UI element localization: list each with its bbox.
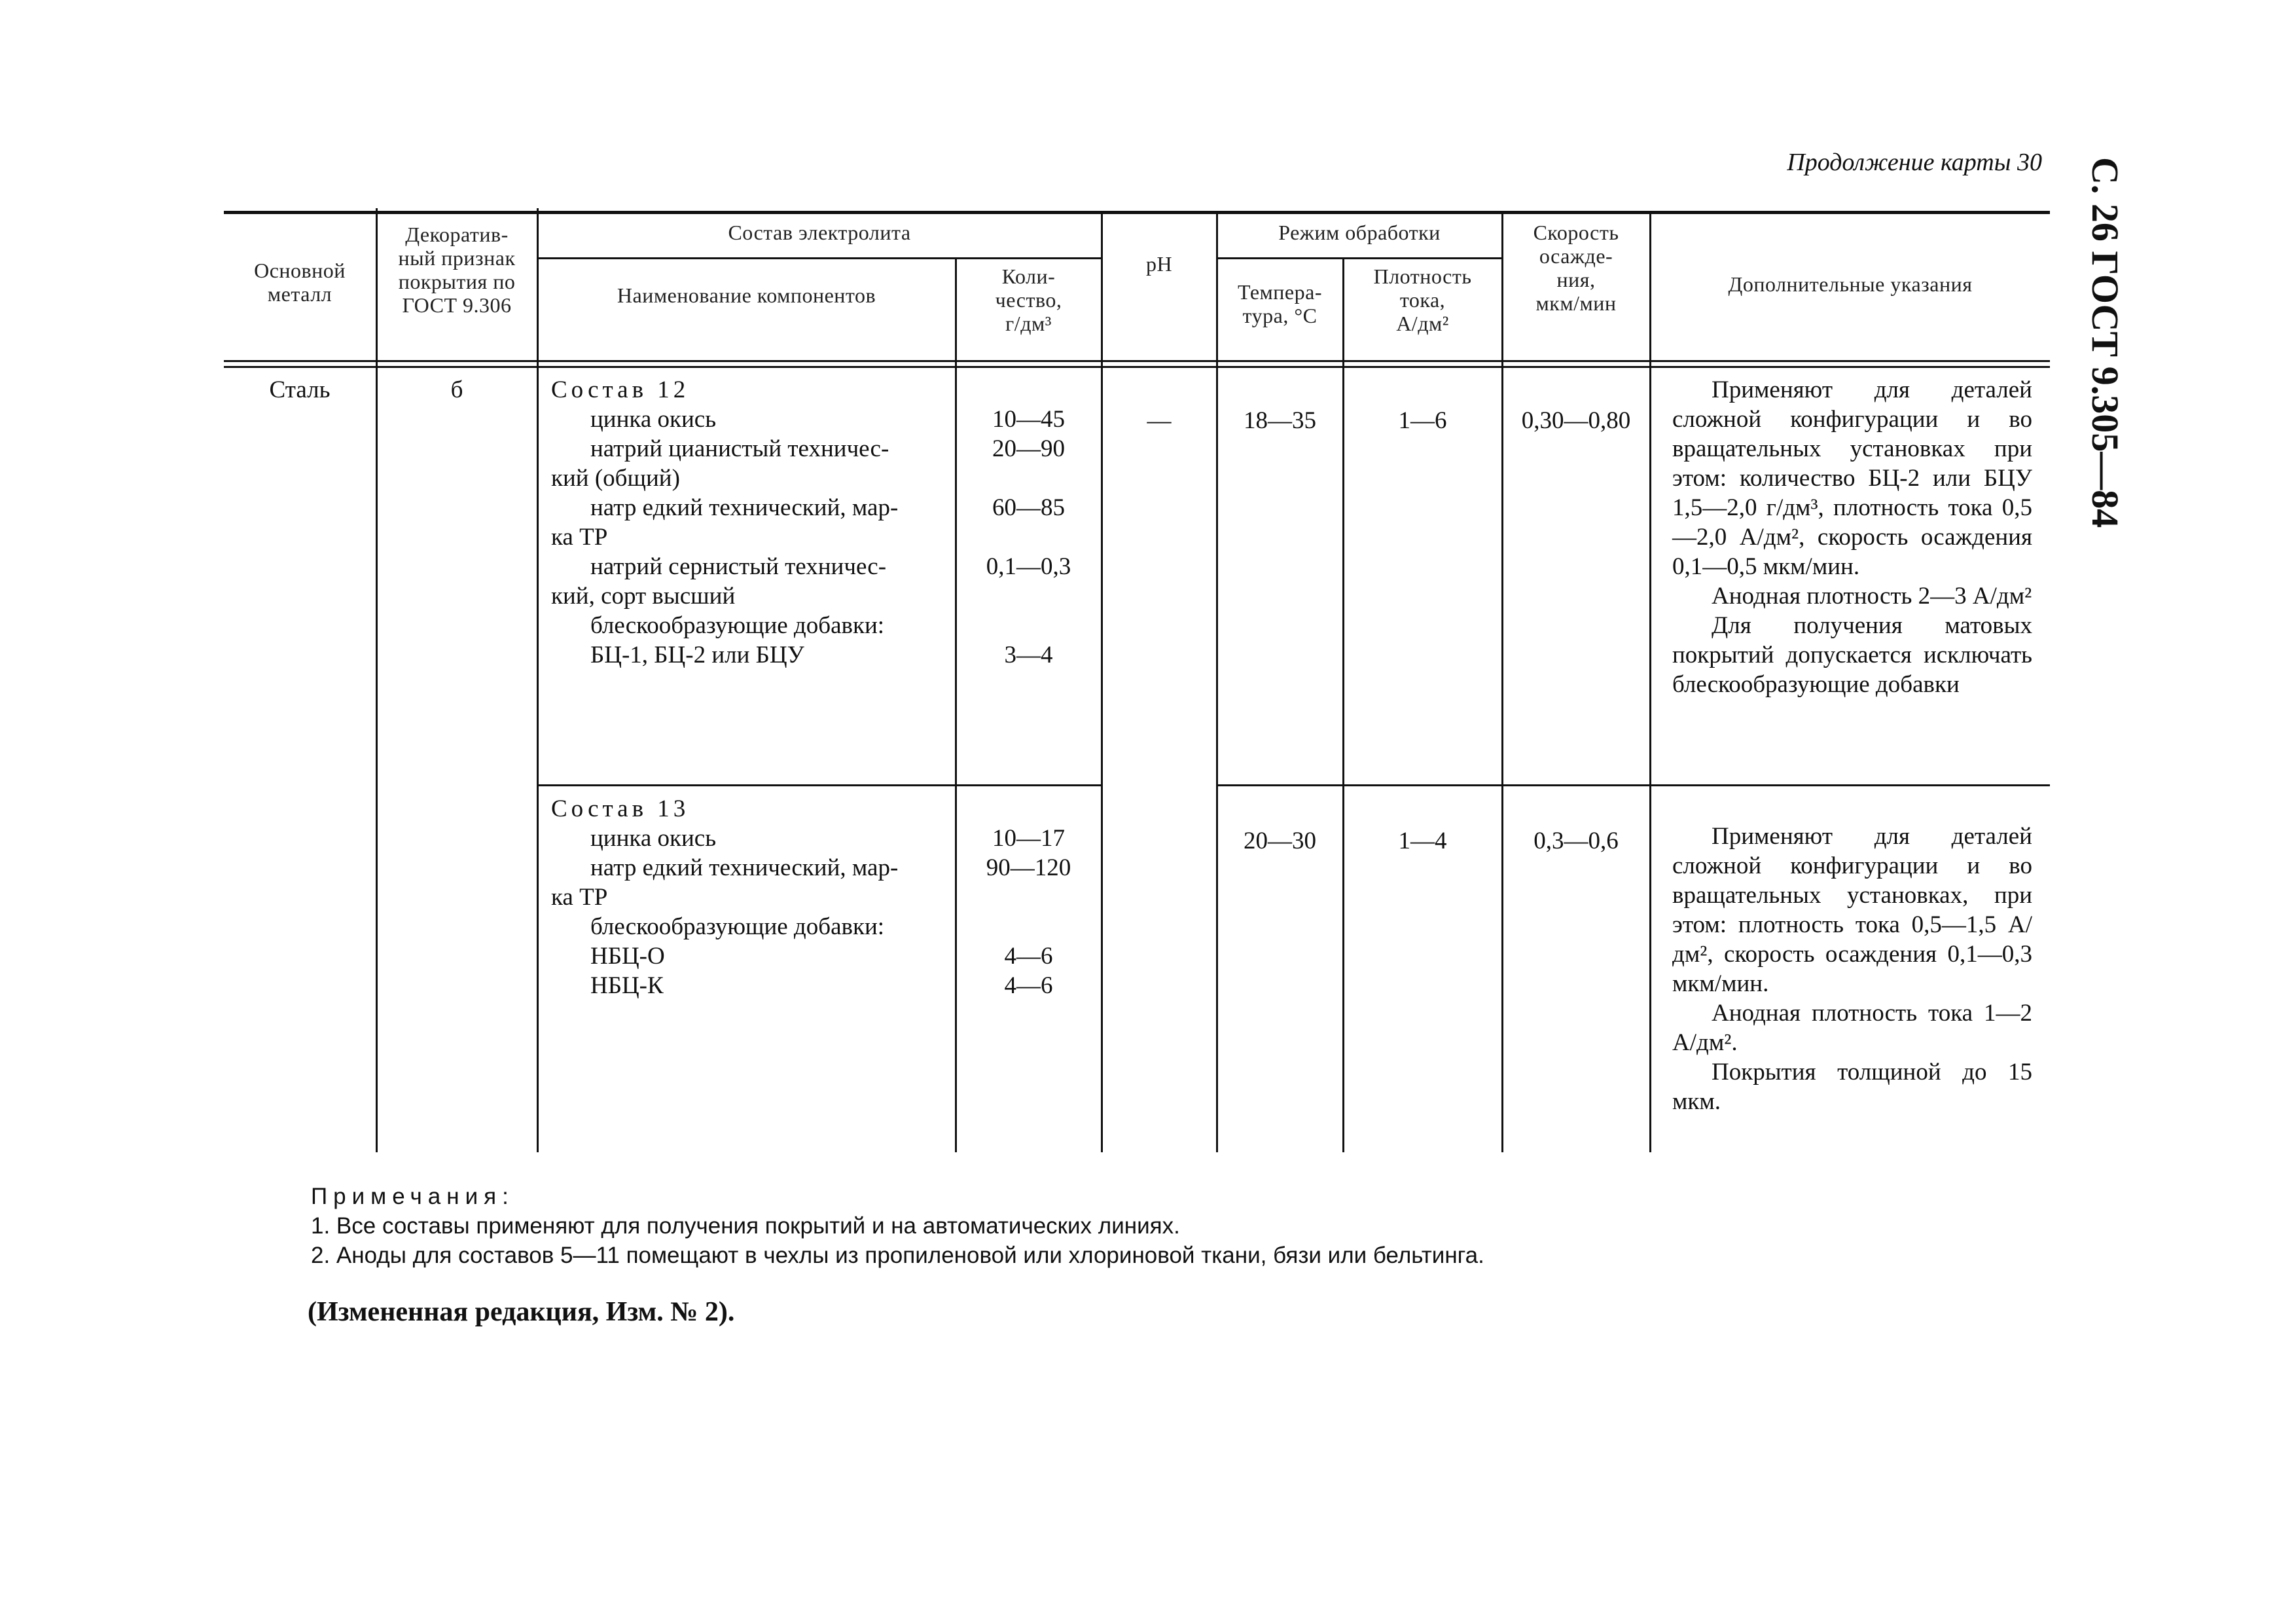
component-line: натр едкий технический, мар- <box>590 494 899 521</box>
component-line: натр едкий технический, мар- <box>590 854 899 881</box>
component-line: кий (общий) <box>551 465 680 492</box>
header-quantity <box>956 264 1101 335</box>
component-line: НБЦ-К <box>590 972 664 999</box>
header-rate-line: Скорость <box>1533 221 1619 244</box>
note-paragraph: Применяют для деталей сложной конфигурации и во вращательных установках при этом: количество БЦ-2 или БЦУ 1,5—2,0 г/дм³, плотность тока 0,5—2,0 А/дм², скорость осаждения 0,1—0,5 мкм/мин. <box>1672 376 2032 580</box>
header-double-rule-2 <box>224 366 2050 368</box>
header-current-density-line: тока, <box>1399 288 1446 312</box>
note-paragraph: Для получения матовых покрытий допускается исключать блескообразующие добавки <box>1672 612 2032 698</box>
mode-subheader-rule <box>1216 257 1501 259</box>
header-notes: Дополнительные указания <box>1728 272 1973 296</box>
header-component-names: Наименование компонентов <box>617 283 876 307</box>
note-paragraph: Применяют для деталей сложной конфигурации и во вращательных установках, при этом: плотность тока 0,5—1,5 А/дм², скорость осаждения 0,1—0,3 мкм/мин. <box>1672 823 2032 997</box>
component-line: БЦ-1, БЦ-2 или БЦУ <box>590 642 804 668</box>
component-line: натрий сернистый техничес- <box>590 553 887 580</box>
continuation-label: Продолжение карты 30 <box>1787 149 2042 176</box>
header-mode-group: Режим обработки <box>1278 221 1441 244</box>
footnotes-title: Примечания: <box>311 1184 514 1209</box>
table-top-rule <box>224 211 2050 214</box>
quantity-value: 10—45 <box>992 406 1065 433</box>
header-current-density-line: А/дм² <box>1396 312 1449 335</box>
col-line-8 <box>1649 211 1651 1152</box>
header-current-density <box>1344 264 1501 335</box>
composition-13-current-density: 1—4 <box>1398 828 1447 854</box>
composition-13-temperature: 20—30 <box>1244 828 1316 854</box>
component-line: цинка окись <box>590 825 717 852</box>
composition-12-quantities <box>956 375 1101 670</box>
header-rate-line: мкм/мин <box>1535 291 1617 315</box>
header-current-density-line: Плотность <box>1373 264 1472 288</box>
component-line: блескообразующие добавки: <box>590 612 885 639</box>
header-decorative-line: покрытия по <box>398 270 516 293</box>
header-base-metal-line: металл <box>267 282 332 306</box>
footnotes <box>311 1182 2013 1270</box>
quantity-value: 0,1—0,3 <box>986 553 1071 580</box>
header-base-metal-line: Основной <box>254 259 346 282</box>
component-line: НБЦ-О <box>590 943 665 970</box>
composition-13-notes <box>1672 822 2032 1116</box>
composition-12-temperature: 18—35 <box>1244 407 1316 434</box>
composition-13-rate: 0,3—0,6 <box>1534 828 1619 854</box>
col-line-5 <box>1216 211 1218 1152</box>
quantity-value: 4—6 <box>1004 943 1053 970</box>
col-line-2 <box>537 208 539 1152</box>
composition-13-quantities <box>956 794 1101 1000</box>
component-line: ка ТР <box>551 884 608 911</box>
header-quantity-line: г/дм³ <box>1005 312 1052 335</box>
header-decorative-line: ГОСТ 9.306 <box>402 293 512 317</box>
side-header <box>2081 157 2130 528</box>
footnote-item: 2. Аноды для составов 5—11 помещают в чехлы из пропиленовой или хлориновой ткани, бязи или бельтинга. <box>311 1243 1484 1268</box>
component-line: кий, сорт высший <box>551 583 736 610</box>
component-line: цинка окись <box>590 406 717 433</box>
quantity-value: 4—6 <box>1004 972 1053 999</box>
row-divider-a <box>537 784 1101 786</box>
amendment-note: (Измененная редакция, Изм. № 2). <box>308 1297 735 1327</box>
quantity-value: 3—4 <box>1004 642 1053 668</box>
header-rate-line: ния, <box>1556 268 1596 291</box>
col-line-4 <box>1101 211 1103 1152</box>
header-temperature-line: Темпера- <box>1238 280 1322 304</box>
component-line: натрий цианистый техничес- <box>590 435 889 462</box>
composition-12-current-density: 1—6 <box>1398 407 1447 434</box>
cell-ph: — <box>1147 407 1172 434</box>
cell-base-metal: Сталь <box>269 376 331 403</box>
cell-decorative-sign: б <box>450 376 463 403</box>
header-temperature-line: тура, °С <box>1242 304 1318 327</box>
header-decorative-line: Декоратив- <box>405 223 509 246</box>
header-quantity-line: чество, <box>995 288 1062 312</box>
row-divider-b <box>1216 784 2050 786</box>
header-decorative-line: ный признак <box>398 246 516 270</box>
header-rate <box>1503 221 1649 315</box>
electrolyte-subheader-rule <box>537 257 1101 259</box>
col-line-7 <box>1501 211 1503 1152</box>
note-paragraph: Покрытия толщиной до 15 мкм. <box>1672 1059 2032 1115</box>
header-quantity-line: Коли- <box>1001 264 1056 288</box>
composition-13-title: Состав 13 <box>551 795 690 822</box>
composition-12-notes <box>1672 375 2032 699</box>
note-paragraph: Анодная плотность 2—3 А/дм² <box>1712 583 2032 610</box>
composition-12-components <box>551 375 944 670</box>
note-paragraph: Анодная плотность тока 1—2 А/дм². <box>1672 1000 2032 1056</box>
header-base-metal <box>224 259 376 306</box>
component-line: ка ТР <box>551 524 608 551</box>
col-line-1 <box>376 208 378 1152</box>
header-double-rule-1 <box>224 360 2050 362</box>
composition-13-components <box>551 794 944 1000</box>
header-ph: pH <box>1145 252 1173 276</box>
quantity-value: 60—85 <box>992 494 1065 521</box>
quantity-value: 20—90 <box>992 435 1065 462</box>
composition-12-rate: 0,30—0,80 <box>1521 407 1631 434</box>
header-decorative <box>377 223 537 317</box>
quantity-value: 90—120 <box>986 854 1071 881</box>
header-rate-line: осажде- <box>1539 244 1613 268</box>
footnote-item: 1. Все составы применяют для получения покрытий и на автоматических линиях. <box>311 1213 1180 1239</box>
quantity-value: 10—17 <box>992 825 1065 852</box>
header-temperature <box>1217 280 1342 327</box>
header-electrolyte-group: Состав электролита <box>728 221 911 244</box>
composition-12-title: Состав 12 <box>551 376 690 403</box>
component-line: блескообразующие добавки: <box>590 913 885 940</box>
side-header-text: С. 26 ГОСТ 9.305—84 <box>2084 157 2126 528</box>
col-line-6 <box>1342 257 1344 1152</box>
